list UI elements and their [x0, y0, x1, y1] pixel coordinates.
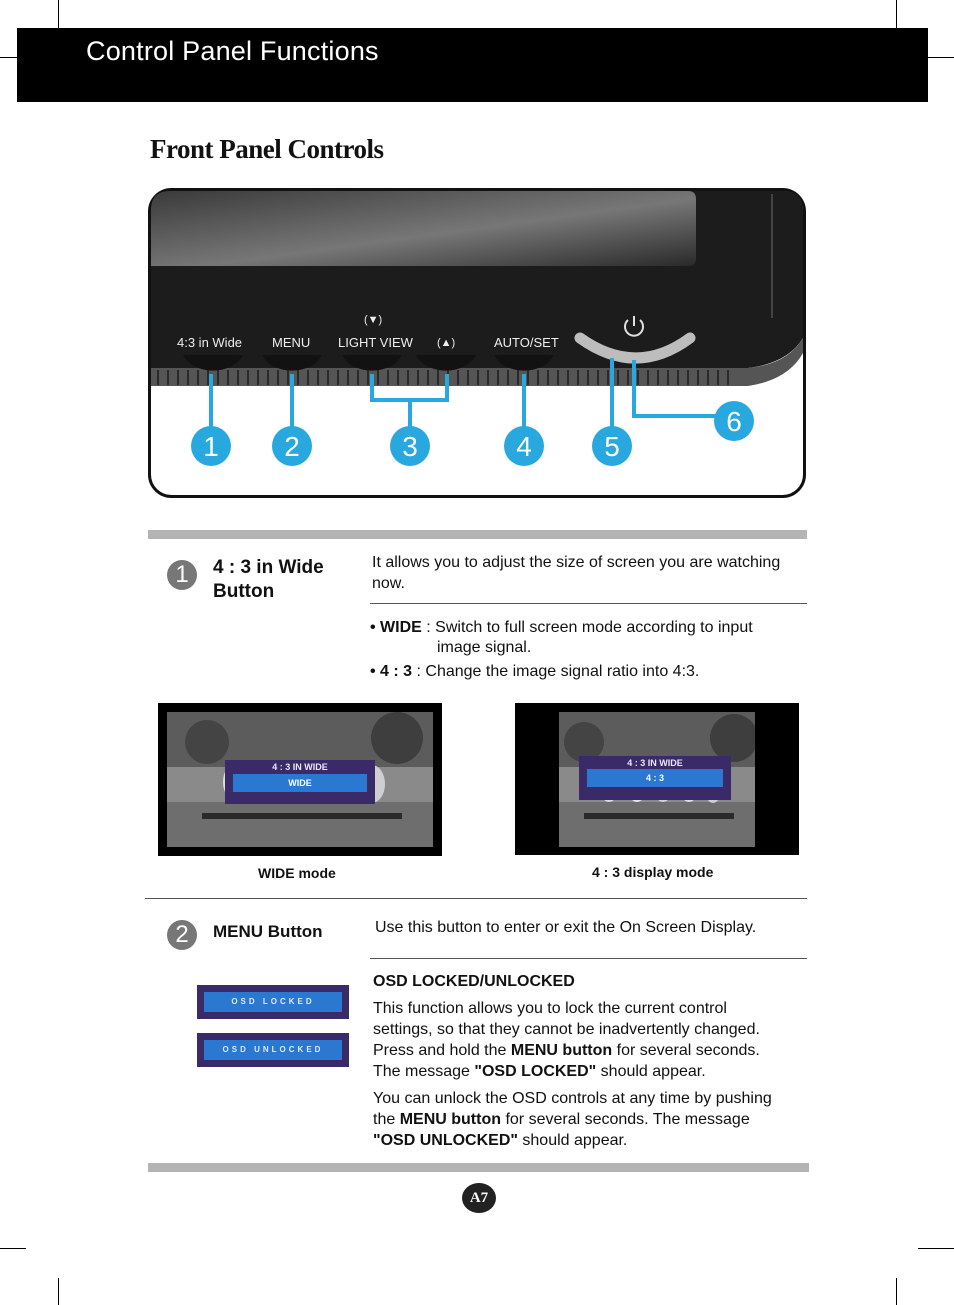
crop-mark [0, 1248, 26, 1249]
item-description: It allows you to adjust the size of screen you are watching now. [372, 554, 781, 592]
monitor-label-up: (▲) [437, 337, 456, 349]
ratio-option-desc: : Change the image signal ratio into 4:3. [412, 663, 700, 680]
ratio-option-text [370, 661, 800, 682]
crop-mark [58, 0, 59, 28]
crop-mark [918, 1248, 954, 1249]
callout-2: 2 [284, 431, 300, 462]
monitor-label-menu: MENU [272, 335, 311, 350]
callout-5: 5 [604, 431, 620, 462]
wide-option-text-cont: image signal. [437, 639, 532, 656]
item-title-line: Button [213, 581, 275, 602]
monitor-label-auto-set: AUTO/SET [494, 335, 559, 350]
item-description: Use this button to enter or exit the On Screen Display. [375, 919, 757, 936]
ratio-option-label: • 4 : 3 [370, 663, 413, 680]
wide-option-text [370, 617, 800, 638]
crop-mark [58, 1278, 59, 1305]
text-run: for several seconds. The message [501, 1111, 750, 1128]
item-number-badge: 2 [167, 920, 197, 950]
text-run: should appear. [517, 1132, 628, 1149]
rule [370, 603, 807, 604]
osd-lock-subheading: OSD LOCKED/UNLOCKED [373, 973, 575, 990]
osd-locked-message: OSD LOCKED [204, 992, 342, 1012]
osd-menu [579, 756, 731, 800]
wide-mode-screenshot [158, 703, 442, 856]
section-divider [148, 530, 807, 539]
osd-menu-title: 4 : 3 IN WIDE [272, 762, 328, 772]
text-run: You can unlock the OSD controls at any time by pushing the [373, 1090, 772, 1128]
monitor-label-down: (▼) [364, 314, 383, 326]
wide-option-label: • WIDE [370, 619, 422, 636]
monitor-label-4-3-in-wide: 4:3 in Wide [177, 335, 243, 350]
text-run: This function allows you to lock the current control settings, so that they cannot be inadvertently changed. Press and hold the [373, 1000, 760, 1059]
monitor-label-light-view: LIGHT VIEW [338, 335, 413, 350]
text-run-bold: MENU button [399, 1111, 501, 1128]
osd-option-wide: WIDE [233, 774, 367, 792]
item-title-line: 4 : 3 in Wide [213, 557, 324, 578]
page-number: A7 [462, 1183, 496, 1213]
callout-3: 3 [402, 431, 418, 462]
crop-mark [928, 57, 954, 58]
text-run-bold: "OSD UNLOCKED" [373, 1132, 518, 1149]
section-title: Front Panel Controls [150, 134, 384, 164]
wide-option-desc: : Switch to full screen mode according to input [421, 619, 753, 636]
callout-6: 6 [726, 406, 742, 437]
monitor-front-panel-illustration [148, 188, 806, 498]
text-run-bold: MENU button [510, 1042, 613, 1059]
wide-mode-caption: WIDE mode [258, 865, 336, 881]
callout-4: 4 [516, 431, 532, 462]
crop-mark [896, 1278, 897, 1305]
osd-locked-panel [197, 985, 349, 1019]
rule [145, 898, 807, 899]
item-title: MENU Button [213, 922, 323, 941]
text-run: should appear. [596, 1063, 706, 1080]
osd-unlocked-message: OSD UNLOCKED [204, 1040, 342, 1060]
callout-1: 1 [203, 431, 219, 462]
osd-unlocked-panel [197, 1033, 349, 1067]
ratio-mode-screenshot [515, 703, 799, 855]
item-title [213, 556, 324, 604]
item-number-badge: 1 [167, 560, 197, 590]
osd-menu [225, 760, 375, 804]
rule [370, 958, 807, 959]
osd-menu-title: 4 : 3 IN WIDE [627, 758, 683, 768]
osd-lock-paragraph [373, 998, 773, 1082]
osd-unlock-paragraph [373, 1088, 783, 1151]
page-title: Control Panel Functions [86, 36, 379, 66]
text-run-bold: "OSD LOCKED" [474, 1063, 597, 1080]
section-divider [148, 1163, 809, 1172]
osd-option-4-3: 4 : 3 [587, 769, 723, 787]
ratio-mode-caption: 4 : 3 display mode [592, 864, 714, 880]
text-run: for several seconds. The message [373, 1042, 760, 1080]
crop-mark [896, 0, 897, 28]
